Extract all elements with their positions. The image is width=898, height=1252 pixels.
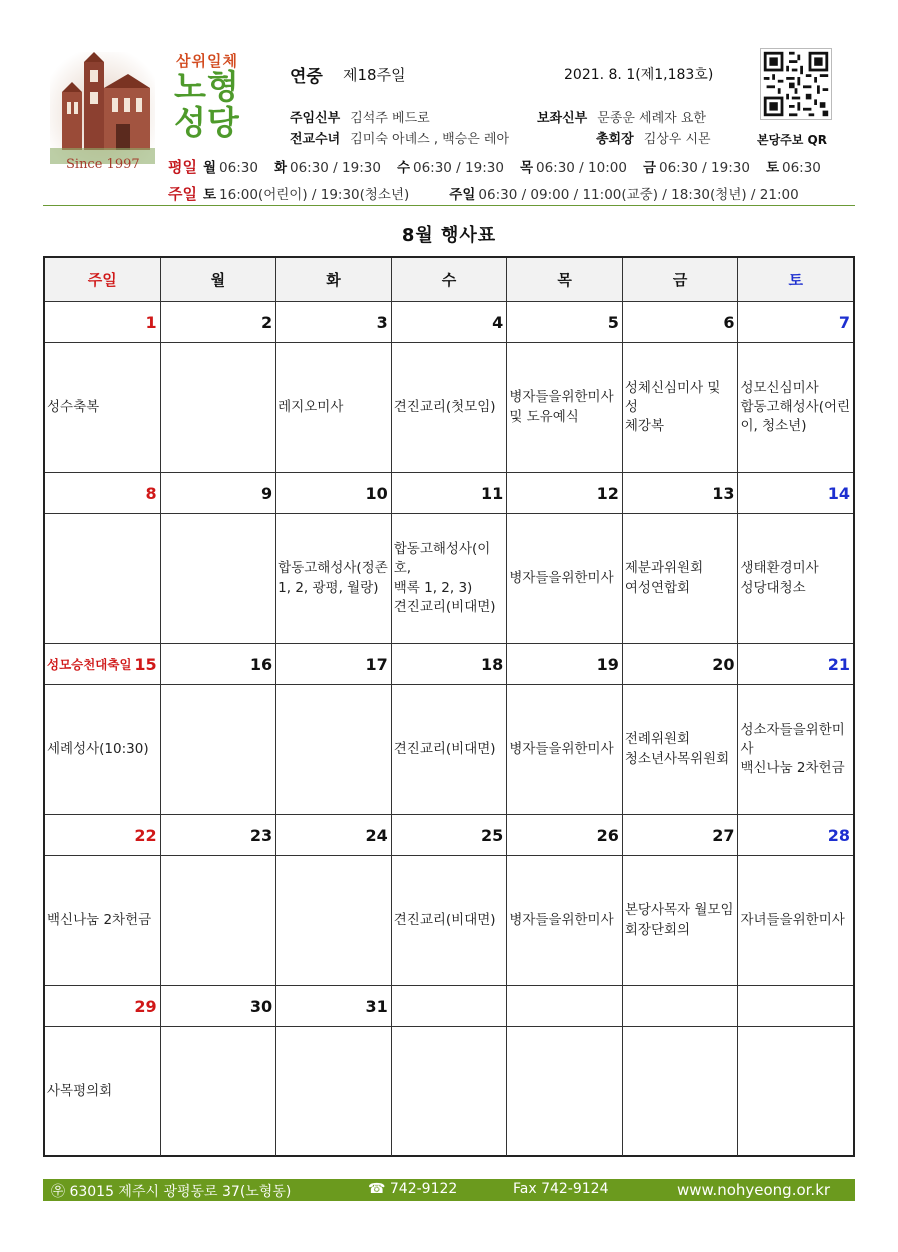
calendar-title: 8월 행사표 bbox=[401, 225, 497, 246]
event-text: 여성연합회 bbox=[624, 579, 691, 596]
date-cell bbox=[623, 644, 739, 684]
date-cell bbox=[45, 302, 161, 342]
event-cell bbox=[507, 343, 623, 472]
event-calendar bbox=[43, 256, 855, 1157]
event-cell bbox=[45, 856, 161, 985]
calendar-body bbox=[45, 302, 853, 1156]
event-text: 청소년사목위원회 bbox=[624, 750, 730, 767]
date-cell bbox=[623, 986, 739, 1026]
qr-label: 본당주보 QR bbox=[757, 133, 827, 147]
event-cell bbox=[276, 856, 392, 985]
date-number: 20 bbox=[712, 654, 735, 674]
weekday-header: 주일 bbox=[45, 258, 161, 301]
date-cell bbox=[507, 644, 623, 684]
sunday-mass-times bbox=[168, 183, 799, 204]
footer-website-link[interactable]: www.nohyeong.or.kr bbox=[677, 1181, 831, 1199]
date-number: 18 bbox=[481, 654, 504, 674]
events-row bbox=[45, 685, 853, 814]
issue-date: 2021. 8. 1(제1,183호) bbox=[564, 67, 714, 83]
mass-day: 수 06:30 / 19:30 bbox=[396, 160, 504, 176]
date-cell bbox=[623, 815, 739, 855]
event-cell bbox=[276, 343, 392, 472]
missionary-sister-info bbox=[290, 128, 509, 147]
president-name: 김상우 시몬 bbox=[643, 132, 711, 147]
events-row bbox=[45, 343, 853, 472]
weekday-label: 평일 bbox=[168, 158, 197, 176]
event-text: 사목평의회 bbox=[47, 1082, 113, 1099]
date-number: 4 bbox=[492, 312, 504, 332]
event-text: 세례성사(10:30) bbox=[47, 740, 149, 757]
weekday-header: 토 bbox=[788, 271, 803, 289]
weekday-header: 월 bbox=[161, 258, 277, 301]
event-text: 제분과위원회 bbox=[624, 560, 704, 577]
date-cell bbox=[161, 815, 277, 855]
header-divider bbox=[43, 205, 855, 206]
mass-day: 목 06:30 / 10:00 bbox=[519, 160, 627, 176]
event-text: 이, 청소년) bbox=[740, 418, 807, 435]
event-cell bbox=[161, 1027, 277, 1156]
weekday-header: 목 bbox=[507, 258, 623, 301]
event-cell bbox=[507, 685, 623, 814]
date-cell bbox=[392, 815, 508, 855]
date-cell bbox=[738, 644, 853, 684]
calendar-week bbox=[45, 302, 853, 473]
pastor-info bbox=[290, 107, 430, 126]
date-cell bbox=[392, 473, 508, 513]
date-number: 6 bbox=[723, 312, 735, 332]
sunday-times: 06:30 / 09:00 / 11:00(교중) / 18:30(청년) / 21:00 bbox=[478, 187, 799, 203]
event-cell bbox=[392, 343, 508, 472]
sunday-label: 주일 bbox=[168, 185, 197, 203]
brand-subtitle: 삼위일체 bbox=[176, 52, 238, 70]
events-row bbox=[45, 1027, 853, 1156]
date-cell bbox=[161, 644, 277, 684]
date-number: 10 bbox=[365, 483, 388, 503]
date-cell bbox=[738, 302, 853, 342]
event-cell bbox=[738, 514, 853, 643]
assistant-label: 보좌신부 bbox=[537, 111, 588, 126]
missionary-name: 김미숙 아녜스 , 백승은 레아 bbox=[350, 132, 510, 147]
date-cell bbox=[276, 986, 392, 1026]
event-text: 견진교리(비대면) bbox=[393, 598, 496, 615]
weekday-header: 화 bbox=[276, 258, 392, 301]
event-cell bbox=[738, 856, 853, 985]
mass-day: 금 06:30 / 19:30 bbox=[642, 160, 750, 176]
calendar-week bbox=[45, 815, 853, 986]
holiday-label: 성모승천대축일 bbox=[47, 657, 132, 672]
calendar-week bbox=[45, 644, 853, 815]
event-text: 성모신심미사 bbox=[740, 379, 819, 396]
date-number: 27 bbox=[712, 825, 735, 845]
event-cell bbox=[161, 343, 277, 472]
date-cell bbox=[507, 986, 623, 1026]
event-text: 성체신심미사 및 성 bbox=[624, 379, 721, 415]
date-number: 16 bbox=[249, 654, 273, 674]
event-cell bbox=[507, 1027, 623, 1156]
date-number: 15 bbox=[134, 654, 157, 674]
date-number: 28 bbox=[827, 825, 851, 845]
weekday-header: 금 bbox=[623, 258, 739, 301]
calendar-week bbox=[45, 473, 853, 644]
president-label: 총회장 bbox=[596, 132, 634, 147]
event-cell bbox=[276, 514, 392, 643]
date-cell bbox=[507, 473, 623, 513]
date-number: 23 bbox=[249, 825, 273, 845]
event-cell bbox=[161, 685, 277, 814]
event-text: 전례위원회 bbox=[624, 731, 691, 748]
event-cell bbox=[738, 685, 853, 814]
event-text: 병자들을위한미사 bbox=[509, 911, 614, 928]
calendar-week bbox=[45, 986, 853, 1156]
date-number: 19 bbox=[596, 654, 619, 674]
assistant-priest-info bbox=[537, 107, 706, 126]
event-text: 견진교리(비대면) bbox=[393, 740, 496, 757]
date-cell bbox=[507, 302, 623, 342]
liturgical-season: 연중 bbox=[290, 67, 323, 87]
event-cell bbox=[161, 856, 277, 985]
date-cell bbox=[276, 473, 392, 513]
date-number: 3 bbox=[376, 312, 388, 332]
mass-day: 토 06:30 bbox=[765, 160, 821, 176]
qr-code-icon[interactable] bbox=[760, 48, 832, 120]
date-number: 29 bbox=[134, 996, 157, 1016]
date-number: 1 bbox=[145, 312, 157, 332]
date-number: 9 bbox=[261, 483, 273, 503]
event-cell bbox=[392, 856, 508, 985]
date-number: 13 bbox=[712, 483, 735, 503]
date-number-row bbox=[45, 815, 853, 856]
event-cell bbox=[161, 514, 277, 643]
event-cell bbox=[507, 514, 623, 643]
footer-address: ㉾ 63015 제주시 광평동로 37(노형동) bbox=[51, 1184, 292, 1200]
event-text: 견진교리(비대면) bbox=[393, 911, 496, 928]
weekday-mass-times bbox=[168, 156, 821, 177]
event-cell bbox=[45, 514, 161, 643]
date-number-row bbox=[45, 644, 853, 685]
date-number: 31 bbox=[365, 996, 388, 1016]
event-cell bbox=[623, 1027, 739, 1156]
date-number: 25 bbox=[481, 825, 504, 845]
date-cell bbox=[161, 302, 277, 342]
date-cell bbox=[738, 473, 853, 513]
council-president-info bbox=[596, 128, 711, 147]
church-building-logo bbox=[50, 52, 155, 164]
event-text: 병자들을위한미사 bbox=[509, 569, 614, 586]
weekday-header: 수 bbox=[392, 258, 508, 301]
date-number: 7 bbox=[838, 312, 851, 332]
mass-day: 월 06:30 bbox=[202, 160, 258, 176]
saturday-vigil-times: 16:00(어린이) / 19:30(청소년) bbox=[219, 187, 410, 203]
event-text: 백록 1, 2, 3) bbox=[393, 579, 473, 596]
event-cell bbox=[45, 685, 161, 814]
date-cell bbox=[45, 986, 161, 1026]
date-number: 12 bbox=[596, 483, 619, 503]
date-cell bbox=[623, 302, 739, 342]
event-text: 회장단회의 bbox=[624, 921, 691, 938]
event-text: 합동고해성사(정존 bbox=[278, 560, 388, 577]
event-text: 성당대청소 bbox=[740, 579, 806, 596]
event-cell bbox=[276, 685, 392, 814]
date-number: 21 bbox=[827, 654, 851, 674]
liturgical-week: 제18주일 bbox=[343, 66, 406, 84]
event-cell bbox=[623, 343, 739, 472]
date-cell bbox=[392, 986, 508, 1026]
event-cell bbox=[276, 1027, 392, 1156]
event-cell bbox=[392, 1027, 508, 1156]
date-number: 24 bbox=[365, 825, 388, 845]
date-number: 22 bbox=[134, 825, 157, 845]
event-text: 백신나눔 2차헌금 bbox=[740, 760, 845, 777]
event-text: 백신나눔 2차헌금 bbox=[47, 911, 152, 928]
event-cell bbox=[623, 856, 739, 985]
footer-bar bbox=[43, 1179, 855, 1201]
date-cell bbox=[161, 473, 277, 513]
date-cell bbox=[276, 644, 392, 684]
pastor-name: 김석주 베드로 bbox=[350, 111, 430, 126]
event-cell bbox=[45, 343, 161, 472]
mass-day: 화 06:30 / 19:30 bbox=[273, 160, 381, 176]
date-cell bbox=[392, 302, 508, 342]
event-text: 성소자들을위한미사 bbox=[740, 721, 845, 757]
event-cell bbox=[392, 514, 508, 643]
event-cell bbox=[623, 685, 739, 814]
date-number: 11 bbox=[481, 483, 504, 503]
event-cell bbox=[392, 685, 508, 814]
date-number-row bbox=[45, 473, 853, 514]
footer-phone[interactable]: ☎ 742-9122 bbox=[368, 1181, 458, 1197]
events-row bbox=[45, 514, 853, 643]
date-cell bbox=[45, 644, 161, 684]
event-text: 견진교리(첫모임) bbox=[393, 398, 496, 415]
date-number: 8 bbox=[145, 483, 157, 503]
event-cell bbox=[45, 1027, 161, 1156]
missionary-label: 전교수녀 bbox=[290, 132, 341, 147]
event-text: 1, 2, 광평, 월랑) bbox=[278, 579, 379, 596]
brand-name-line2: 성당 bbox=[174, 103, 240, 142]
event-text: 레지오미사 bbox=[278, 398, 344, 415]
event-text: 합동고해성사(어린 bbox=[740, 398, 851, 415]
events-row bbox=[45, 856, 853, 985]
event-text: 성수축복 bbox=[47, 398, 100, 415]
sunday-day-label: 주일 bbox=[449, 187, 476, 203]
date-number: 30 bbox=[249, 996, 273, 1016]
event-text: 합동고해성사(이호, bbox=[393, 541, 491, 577]
since-year: Since 1997 bbox=[66, 157, 140, 172]
date-cell bbox=[276, 302, 392, 342]
event-text: 병자들을위한미사 bbox=[509, 389, 614, 406]
date-cell bbox=[45, 473, 161, 513]
date-number-row bbox=[45, 302, 853, 343]
event-text: 자녀들을위한미사 bbox=[740, 911, 845, 928]
date-number: 14 bbox=[827, 483, 851, 503]
event-text: 본당사목자 월모임 bbox=[624, 902, 734, 919]
date-number: 26 bbox=[596, 825, 619, 845]
assistant-name: 문종운 세례자 요한 bbox=[597, 111, 706, 126]
date-number: 17 bbox=[365, 654, 388, 674]
event-text: 체강복 bbox=[624, 418, 665, 435]
date-cell bbox=[392, 644, 508, 684]
pastor-label: 주임신부 bbox=[290, 111, 341, 126]
event-text: 및 도유예식 bbox=[509, 408, 579, 425]
date-cell bbox=[276, 815, 392, 855]
date-number: 5 bbox=[607, 312, 619, 332]
footer-fax: Fax 742-9124 bbox=[513, 1181, 609, 1197]
calendar-header-row bbox=[45, 258, 853, 302]
brand-name-line1: 노형 bbox=[174, 67, 240, 106]
date-cell bbox=[738, 986, 853, 1026]
event-cell bbox=[623, 514, 739, 643]
date-cell bbox=[161, 986, 277, 1026]
saturday-vigil-label: 토 bbox=[202, 187, 217, 203]
date-number-row bbox=[45, 986, 853, 1027]
event-cell bbox=[738, 343, 853, 472]
date-number: 2 bbox=[261, 312, 273, 332]
date-cell bbox=[45, 815, 161, 855]
date-cell bbox=[623, 473, 739, 513]
date-cell bbox=[507, 815, 623, 855]
event-text: 생태환경미사 bbox=[740, 560, 819, 577]
event-text: 병자들을위한미사 bbox=[509, 740, 614, 757]
event-cell bbox=[507, 856, 623, 985]
event-cell bbox=[738, 1027, 853, 1156]
date-cell bbox=[738, 815, 853, 855]
